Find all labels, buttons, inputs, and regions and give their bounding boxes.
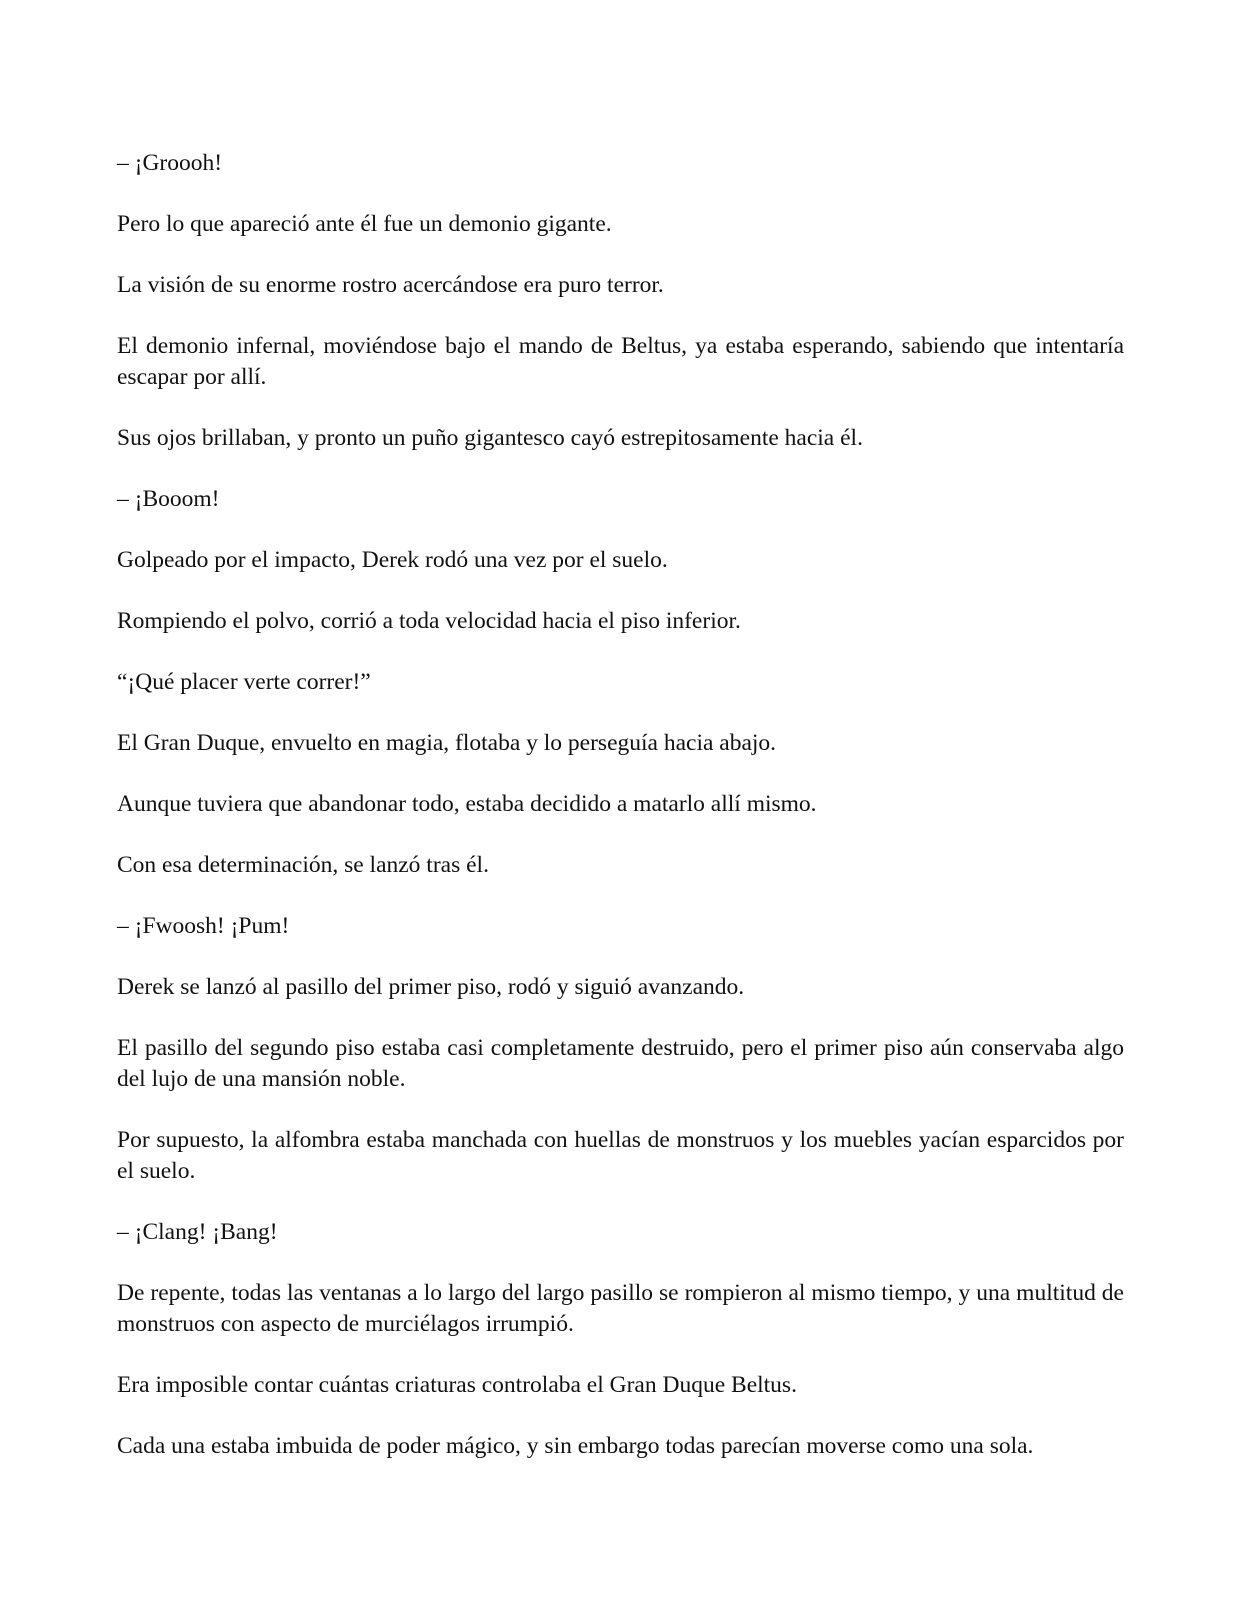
paragraph: Golpeado por el impacto, Derek rodó una vez por el suelo. (117, 547, 668, 573)
paragraph: Aunque tuviera que abandonar todo, estaba decidido a matarlo allí mismo. (117, 791, 817, 817)
paragraph: De repente, todas las ventanas a lo largo del largo pasillo se rompieron al mismo tiempo, y una multitud de monstruos con aspecto de murciélagos irrumpió. (117, 1280, 1124, 1337)
paragraph: El demonio infernal, moviéndose bajo el mando de Beltus, ya estaba esperando, sabiendo que intentaría escapar por allí. (117, 333, 1124, 390)
paragraph: El Gran Duque, envuelto en magia, flotaba y lo perseguía hacia abajo. (117, 730, 777, 756)
paragraph: – ¡Booom! (117, 486, 220, 512)
paragraph: – ¡Fwoosh! ¡Pum! (117, 913, 290, 939)
paragraph: Derek se lanzó al pasillo del primer piso, rodó y siguió avanzando. (117, 974, 745, 1000)
paragraph: Pero lo que apareció ante él fue un demonio gigante. (117, 211, 612, 237)
paragraph: El pasillo del segundo piso estaba casi completamente destruido, pero el primer piso aún conservaba algo del lujo de una mansión noble. (117, 1035, 1124, 1092)
paragraph: “¡Qué placer verte correr!” (117, 669, 371, 695)
document-page (117, 148, 1124, 1492)
paragraph: Por supuesto, la alfombra estaba manchada con huellas de monstruos y los muebles yacían esparcidos por el suelo. (117, 1127, 1124, 1184)
paragraph: La visión de su enorme rostro acercándose era puro terror. (117, 272, 664, 298)
paragraph: Cada una estaba imbuida de poder mágico, y sin embargo todas parecían moverse como una sola. (117, 1433, 1034, 1459)
paragraph: – ¡Groooh! (117, 150, 223, 176)
paragraph: Rompiendo el polvo, corrió a toda velocidad hacia el piso inferior. (117, 608, 741, 634)
paragraph: – ¡Clang! ¡Bang! (117, 1219, 278, 1245)
paragraph: Era imposible contar cuántas criaturas controlaba el Gran Duque Beltus. (117, 1372, 797, 1398)
paragraph: Con esa determinación, se lanzó tras él. (117, 852, 489, 878)
paragraph: Sus ojos brillaban, y pronto un puño gigantesco cayó estrepitosamente hacia él. (117, 425, 863, 451)
